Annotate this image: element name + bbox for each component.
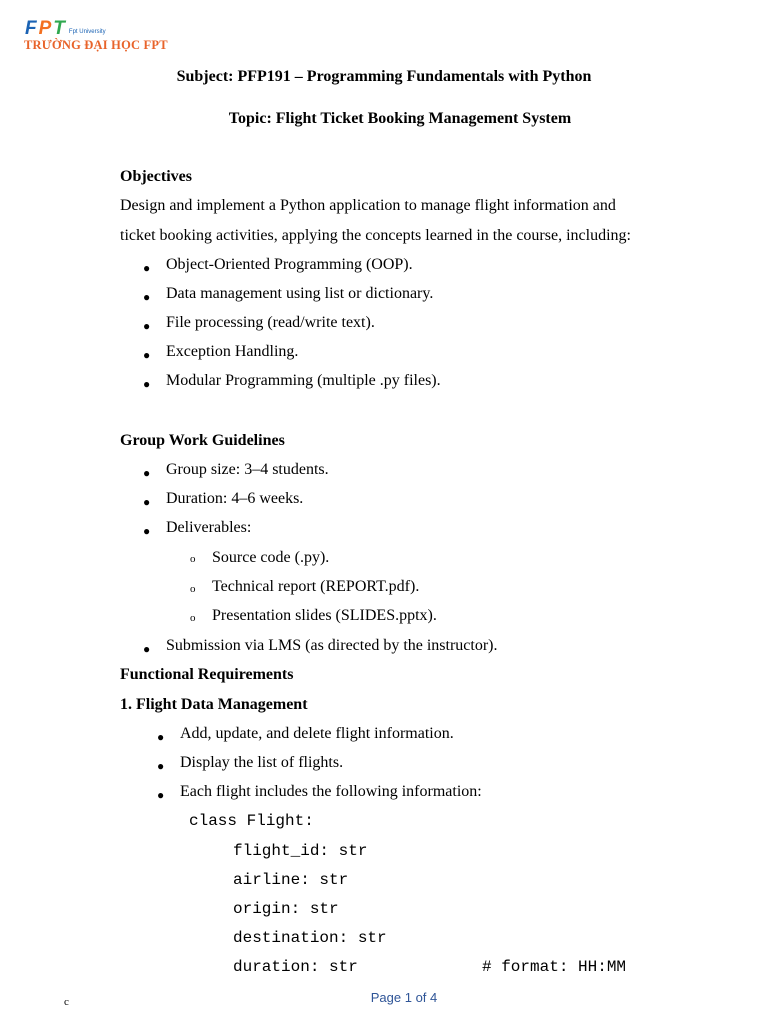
deliverable-item: Technical report (REPORT.pdf). [212,578,420,595]
bullet-icon: ● [157,788,165,802]
flight-data-management-heading: 1. Flight Data Management [120,696,308,713]
bullet-icon: ● [143,377,151,391]
bullet-icon: ● [143,466,151,480]
bullet-icon: ● [143,319,151,333]
circle-bullet-icon: o [190,612,196,624]
circle-bullet-icon: o [190,553,196,565]
objective-item: Exception Handling. [166,343,299,360]
bullet-icon: ● [157,759,165,773]
code-field: flight_id: str [233,842,368,860]
logo-letter-t: T [53,18,65,39]
code-field: duration: str [233,958,358,976]
bullet-icon: ● [143,524,151,538]
code-field: airline: str [233,871,349,889]
subject-title: Subject: PFP191 – Programming Fundamentals with Python [176,68,592,85]
bullet-icon: ● [143,642,151,656]
objective-item: Data management using list or dictionary. [166,285,434,302]
logo-mark [24,16,106,38]
deliverable-item: Presentation slides (SLIDES.pptx). [212,607,437,624]
page-number: Page 1 of 4 [370,990,438,1005]
group-work-item: Duration: 4–6 weeks. [166,490,304,507]
functional-requirements-heading: Functional Requirements [120,666,294,683]
objective-item: Object-Oriented Programming (OOP). [166,256,413,273]
logo-letter-f: F [25,18,37,39]
circle-bullet-icon: o [190,583,196,595]
bullet-icon: ● [143,290,151,304]
functional-item: Each flight includes the following information: [180,783,482,800]
functional-item: Display the list of flights. [180,754,344,771]
logo-subtitle: Fpt University [68,29,106,35]
fpt-logo [24,16,168,58]
objectives-heading: Objectives [120,168,192,185]
objective-item: File processing (read/write text). [166,314,375,331]
bullet-icon: ● [143,348,151,362]
code-comment: # format: HH:MM [482,958,627,976]
bullet-icon: ● [143,261,151,275]
bullet-icon: ● [157,730,165,744]
objective-item: Modular Programming (multiple .py files). [166,372,441,389]
objectives-intro-line-1: Design and implement a Python application to manage flight information and [120,197,616,214]
group-work-item: Submission via LMS (as directed by the instructor). [166,637,498,654]
group-work-item: Group size: 3–4 students. [166,461,329,478]
objectives-intro-line-2: ticket booking activities, applying the concepts learned in the course, including: [120,227,631,244]
code-class-line: class Flight: [189,812,314,830]
logo-letter-p: P [38,18,52,39]
code-field: destination: str [233,929,387,947]
deliverable-item: Source code (.py). [212,549,330,566]
group-work-item: Deliverables: [166,519,252,536]
code-field: origin: str [233,900,339,918]
topic-title: Topic: Flight Ticket Booking Management System [228,110,572,127]
logo-university-name: TRƯỜNG ĐẠI HỌC FPT [24,38,168,52]
footer-mark: c [64,996,69,1008]
functional-item: Add, update, and delete flight information. [180,725,454,742]
bullet-icon: ● [143,495,151,509]
group-work-heading: Group Work Guidelines [120,432,285,449]
